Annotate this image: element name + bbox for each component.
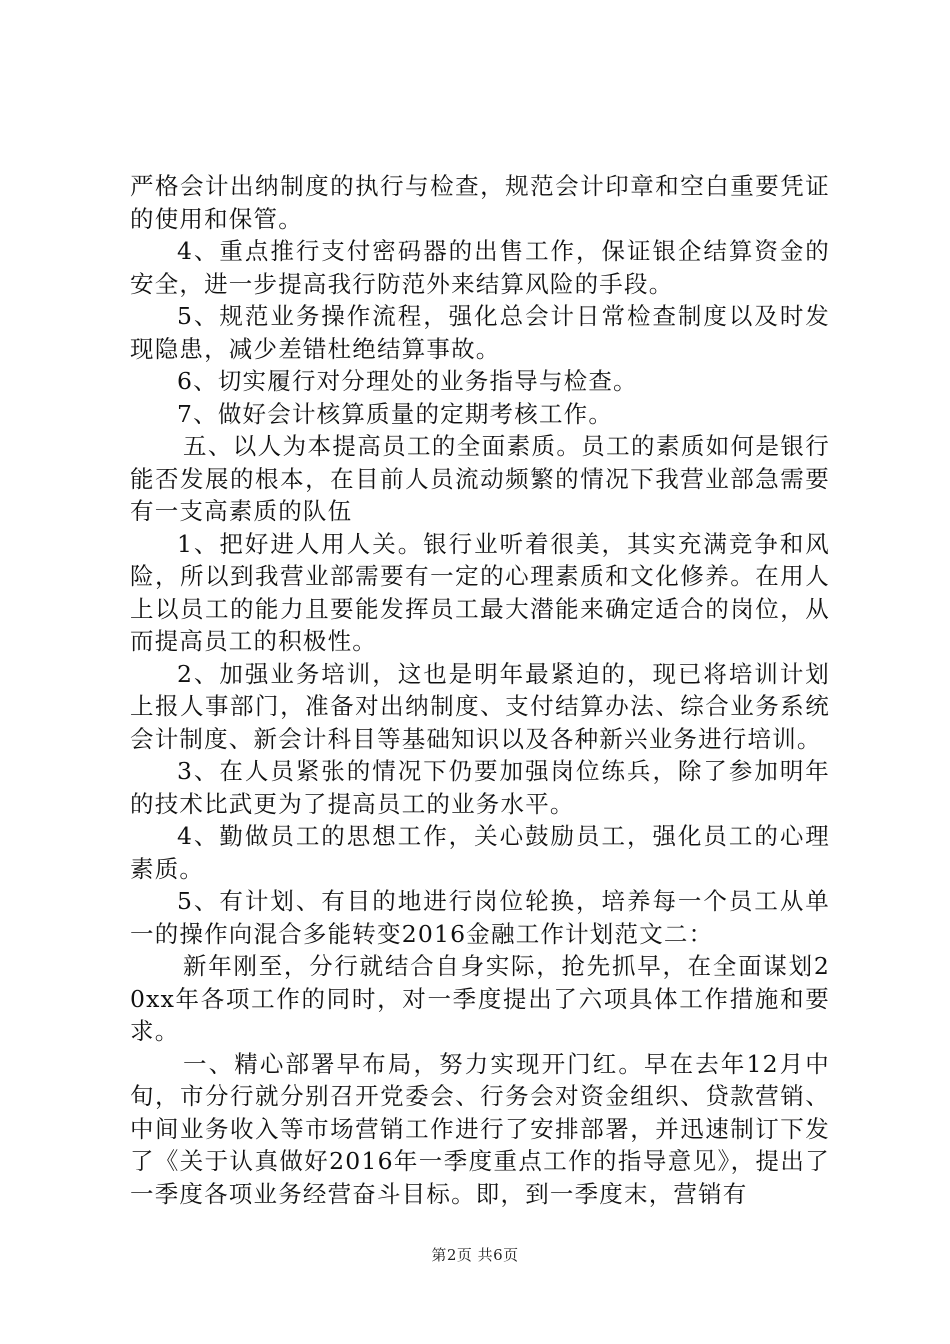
paragraph-item-5-operation-process: 5、规范业务操作流程，强化总会计日常检查制度以及时发现隐患，减少差错杜绝结算事故。 <box>130 302 830 363</box>
paragraph-item-5-job-rotation: 5、有计划、有目的地进行岗位轮换，培养每一个员工从单一的操作向混合多能转变2016金融工作计划范文二： <box>130 887 830 948</box>
paragraph-new-year-intro: 新年刚至，分行就结合自身实际，抢先抓早，在全面谋划20xx年各项工作的同时，对一季度提出了六项具体工作措施和要求。 <box>130 952 830 1045</box>
paragraph-item-2-training: 2、加强业务培训，这也是明年最紧迫的，现已将培训计划上报人事部门，准备对出纳制度、支付结算办法、综合业务系统会计制度、新会计科目等基础知识以及各种新兴业务进行培训。 <box>130 659 830 753</box>
paragraph-item-1-hiring: 1、把好进人用人关。银行业听着很美，其实充满竞争和风险，所以到我营业部需要有一定的心理素质和文化修养。在用人上以员工的能力且要能发挥员工最大潜能来确定适合的岗位，从而提高员工的积极性。 <box>130 529 830 655</box>
paragraph-continuation: 严格会计出纳制度的执行与检查，规范会计印章和空白重要凭证的使用和保管。 <box>130 172 830 233</box>
paragraph-item-4-staff-care: 4、勤做员工的思想工作，关心鼓励员工，强化员工的心理素质。 <box>130 822 830 883</box>
paragraph-item-7-quality-assessment: 7、做好会计核算质量的定期考核工作。 <box>177 399 614 428</box>
paragraph-section-1-deployment: 一、精心部署早布局，努力实现开门红。早在去年12月中旬，市分行就分别召开党委会、行务会对资金组织、贷款营销、中间业务收入等市场营销工作进行了安排部署，并迅速制订下发了《关于认真做好2016年一季度重点工作的指导意见》，提出了一季度各项业务经营奋斗目标。即，到一季度末，营销有 <box>130 1049 830 1208</box>
paragraph-item-3-skills-practice: 3、在人员紧张的情况下仍要加强岗位练兵，除了参加明年的技术比武更为了提高员工的业务水平。 <box>130 757 830 818</box>
document-body <box>130 170 830 1210</box>
paragraph-section-5-staff-quality: 五、以人为本提高员工的全面素质。员工的素质如何是银行能否发展的根本，在目前人员流动频繁的情况下我营业部急需要有一支高素质的队伍 <box>130 432 830 525</box>
page-number-footer: 第2页 共6页 <box>431 1246 519 1264</box>
paragraph-item-4-password-device: 4、重点推行支付密码器的出售工作，保证银企结算资金的安全，进一步提高我行防范外来结算风险的手段。 <box>130 237 830 298</box>
paragraph-item-6-branch-guidance: 6、切实履行对分理处的业务指导与检查。 <box>177 367 638 395</box>
